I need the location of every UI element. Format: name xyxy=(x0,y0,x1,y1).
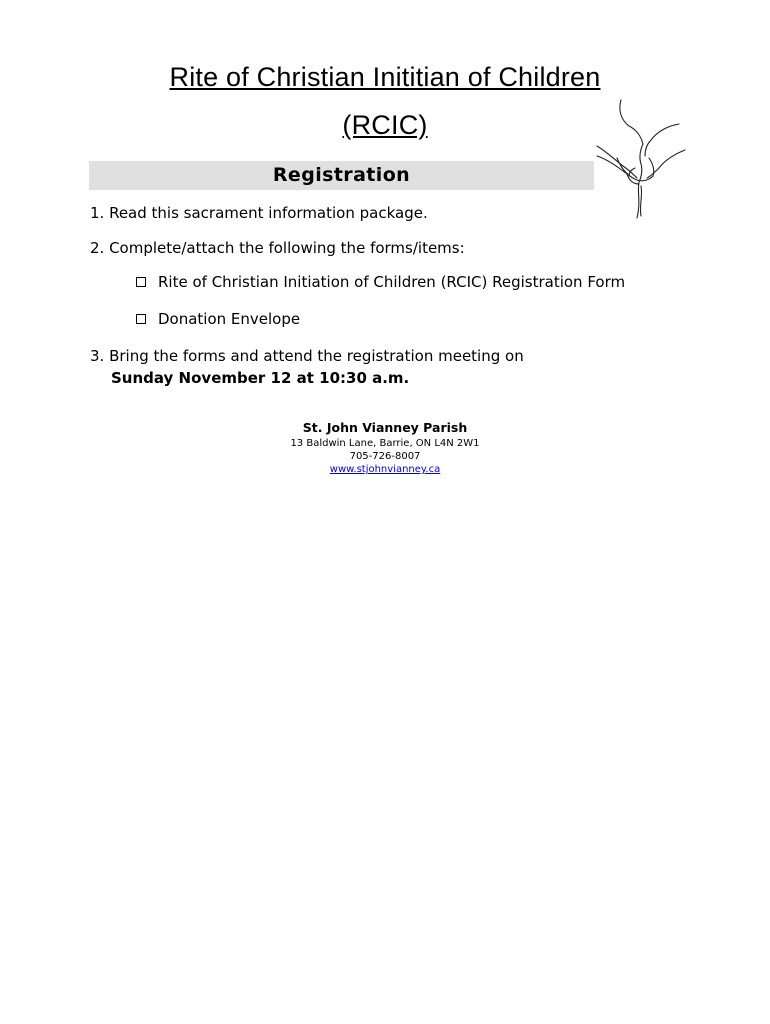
parish-contact-block xyxy=(0,420,770,476)
step-1: 1. Read this sacrament information package. xyxy=(90,204,428,222)
checklist-item-donation-envelope[interactable] xyxy=(136,310,300,328)
parish-phone: 705-726-8007 xyxy=(349,451,421,462)
registration-section-bar xyxy=(89,161,594,190)
step-3-text: 3. Bring the forms and attend the registration meeting on xyxy=(90,347,524,365)
checklist-item-registration-form[interactable] xyxy=(136,273,625,291)
checkbox-icon[interactable] xyxy=(136,277,146,287)
checkbox-icon[interactable] xyxy=(136,314,146,324)
page-title-line2: (RCIC) xyxy=(342,110,428,140)
checklist-item-label: Rite of Christian Initiation of Children (RCIC) Registration Form xyxy=(158,273,626,291)
parish-name: St. John Vianney Parish xyxy=(302,420,468,435)
step-2: 2. Complete/attach the following the forms/items: xyxy=(90,239,465,257)
checklist-item-label: Donation Envelope xyxy=(158,310,301,328)
step-3 xyxy=(90,345,524,389)
page-title-line1: Rite of Christian Inititian of Children xyxy=(169,62,601,92)
parish-website-link[interactable]: www.stjohnvianney.ca xyxy=(329,464,441,475)
meeting-date: Sunday November 12 at 10:30 a.m. xyxy=(111,369,410,387)
parish-address: 13 Baldwin Lane, Barrie, ON L4N 2W1 xyxy=(290,438,480,449)
registration-heading: Registration xyxy=(272,164,411,186)
hands-holding-seedling-icon xyxy=(593,98,688,222)
